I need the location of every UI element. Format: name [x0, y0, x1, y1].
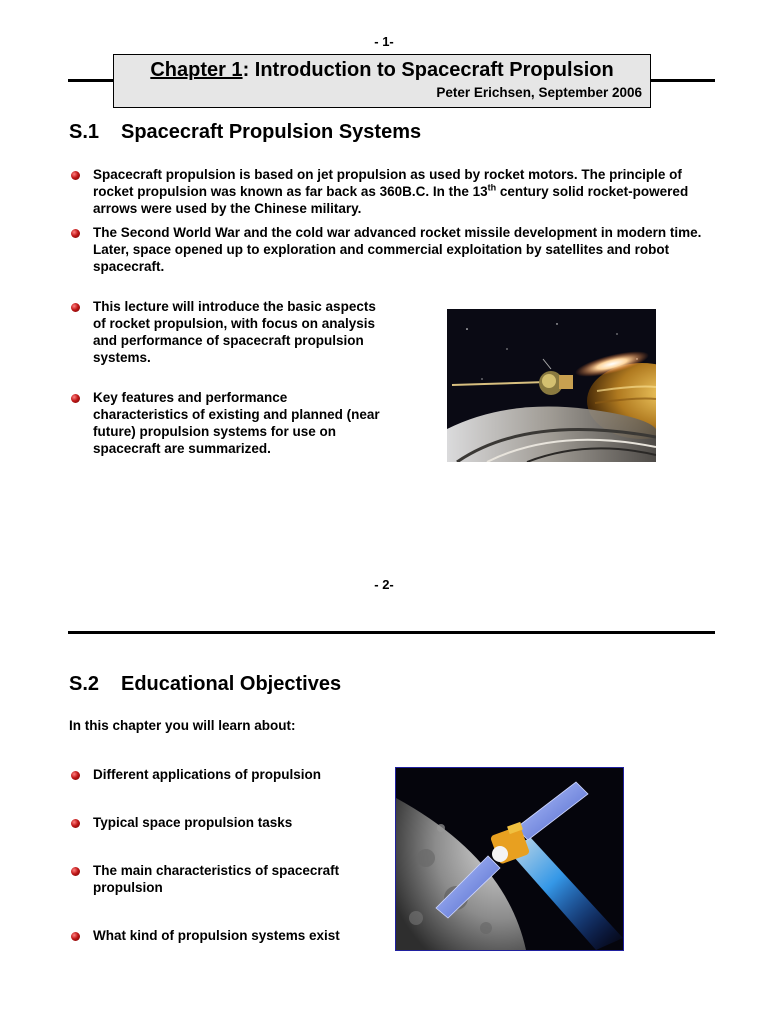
paragraph-war-development: The Second World War and the cold war advanced rocket missile development in modern time. Later, space opened up to exploration and commercial exploitation by satellites and robot spacecraft. [93, 225, 702, 274]
objectives-intro: In this chapter you will learn about: [69, 718, 296, 733]
paragraph-propulsion-history: Spacecraft propulsion is based on jet propulsion as used by rocket motors. The principle of rocket propulsion was known as far back as 360B.C. In the 13th century solid rocket-powered arrows were used by the Chinese military. [93, 167, 689, 216]
satellite-moon-image [395, 767, 624, 951]
page-rule [68, 631, 715, 634]
bullet-icon [71, 819, 80, 828]
chapter-title [114, 59, 650, 82]
bullet-icon [71, 932, 80, 941]
bullet-icon [71, 171, 80, 180]
section-heading-s1 [69, 121, 421, 144]
section-number: S.2 [69, 673, 100, 695]
objective-item: What kind of propulsion systems exist [93, 928, 340, 943]
title-rule-left [68, 79, 114, 82]
chapter-title-text: : Introduction to Spacecraft Propulsion [242, 59, 614, 81]
spacecraft-saturn-image [447, 309, 656, 462]
section-heading-s2 [69, 673, 341, 696]
author-line: Peter Erichsen, September 2006 [436, 85, 642, 100]
objective-item: Different applications of propulsion [93, 767, 322, 782]
section-title: Educational Objectives [121, 673, 342, 695]
paragraph-lecture-intro: This lecture will introduce the basic aspects of rocket propulsion, with focus on analysis and performance of spacecraft propulsion systems. [93, 299, 376, 365]
bullet-icon [71, 303, 80, 312]
page-number-1: - 1- [374, 34, 394, 49]
bullet-icon [71, 771, 80, 780]
page-number-2: - 2- [374, 577, 394, 592]
bullet-icon [71, 229, 80, 238]
objective-item: The main characteristics of spacecraft propulsion [93, 863, 340, 895]
chapter-label: Chapter 1 [150, 59, 243, 81]
objective-item: Typical space propulsion tasks [93, 815, 293, 830]
title-rule-right [650, 79, 715, 82]
chapter-title-box [113, 54, 651, 108]
section-number: S.1 [69, 121, 100, 143]
bullet-icon [71, 394, 80, 403]
section-title: Spacecraft Propulsion Systems [121, 121, 422, 143]
paragraph-key-features: Key features and performance characteristics of existing and planned (near future) propulsion systems for use on spacecraft are summarized. [93, 390, 380, 456]
bullet-icon [71, 867, 80, 876]
